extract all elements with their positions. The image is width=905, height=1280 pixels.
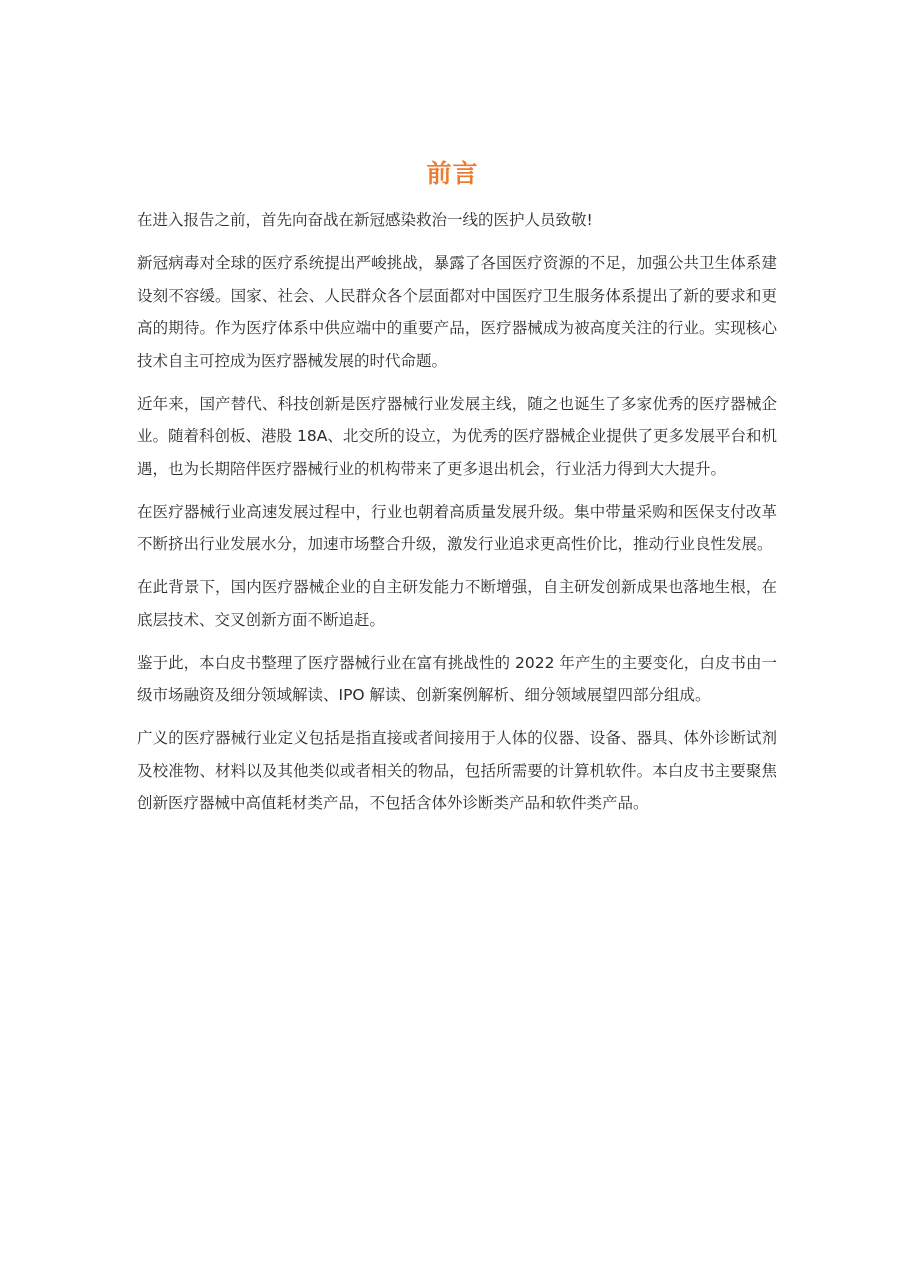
paragraph-rd-background: 在此背景下，国内医疗器械企业的自主研发能力不断增强，自主研发创新成果也落地生根，在底层技术、交叉创新方面不断追赶。: [137, 578, 777, 629]
paragraph-quality-upgrade: 在医疗器械行业高速发展过程中，行业也朝着高质量发展升级。集中带量采购和医保支付改革不断挤出行业发展水分，加速市场整合升级，激发行业追求更高性价比，推动行业良性发展。: [137, 502, 777, 553]
paragraph-industry-trends: 近年来，国产替代、科技创新是医疗器械行业发展主线，随之也诞生了多家优秀的医疗器械企业。随着科创板、港股 18A、北交所的设立，为优秀的医疗器械企业提供了更多发展平台和机遇，也为长期陪伴医疗器械行业的机构带来了更多退出机会，行业活力得到大大提升。: [137, 394, 777, 478]
paragraph-whitepaper-structure: 鉴于此，本白皮书整理了医疗器械行业在富有挑战性的 2022 年产生的主要变化，白皮书由一级市场融资及细分领域解读、IPO 解读、创新案例解析、细分领域展望四部分组成。: [137, 653, 777, 704]
page-title: 前言: [426, 158, 479, 188]
paragraph-tribute: 在进入报告之前，首先向奋战在新冠感染救治一线的医护人员致敬!: [137, 211, 593, 229]
paragraph-definition-scope: 广义的医疗器械行业定义包括是指直接或者间接用于人体的仪器、设备、器具、体外诊断试剂及校准物、材料以及其他类似或者相关的物品，包括所需要的计算机软件。本白皮书主要聚焦创新医疗器械中高值耗材类产品，不包括含体外诊断类产品和软件类产品。: [137, 729, 777, 812]
paragraph-pandemic-challenge: 新冠病毒对全球的医疗系统提出严峻挑战，暴露了各国医疗资源的不足，加强公共卫生体系建设刻不容缓。国家、社会、人民群众各个层面都对中国医疗卫生服务体系提出了新的要求和更高的期待。作为医疗体系中供应端中的重要产品，医疗器械成为被高度关注的行业。实现核心技术自主可控成为医疗器械发展的时代命题。: [137, 254, 777, 370]
document-body: [137, 204, 777, 830]
